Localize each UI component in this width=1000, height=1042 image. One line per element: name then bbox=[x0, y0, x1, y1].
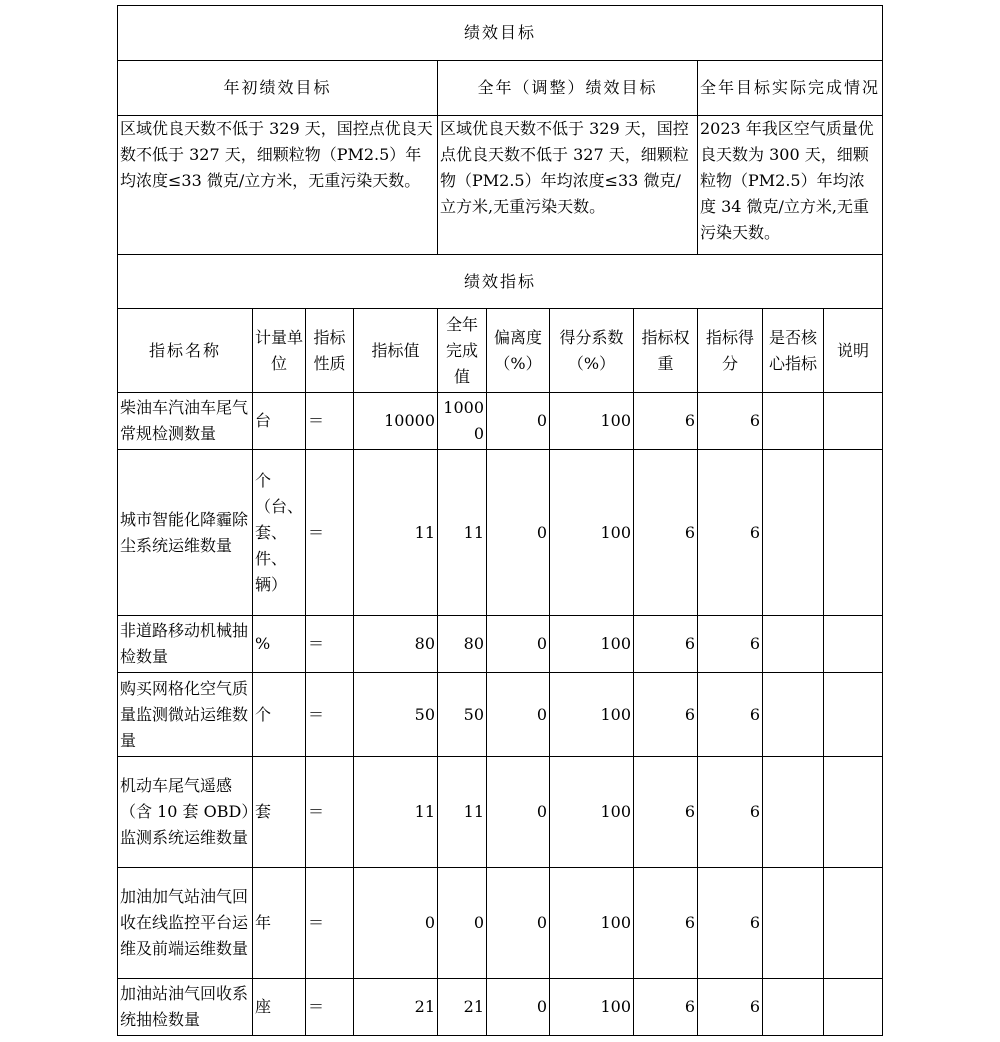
header-score: 指标得分 bbox=[698, 309, 763, 393]
deviation: 0 bbox=[487, 616, 550, 673]
unit: 套 bbox=[253, 757, 306, 868]
target-value: 0 bbox=[354, 868, 438, 979]
score: 6 bbox=[698, 757, 763, 868]
table-row bbox=[118, 450, 883, 616]
score-coef: 100 bbox=[550, 868, 634, 979]
table-row bbox=[118, 868, 883, 979]
target-value: 11 bbox=[354, 450, 438, 616]
nature: ＝ bbox=[306, 673, 354, 757]
note bbox=[824, 393, 883, 450]
weight: 6 bbox=[634, 868, 698, 979]
score: 6 bbox=[698, 979, 763, 1036]
header-is-core: 是否核心指标 bbox=[763, 309, 824, 393]
header-score-coef: 得分系数（%） bbox=[550, 309, 634, 393]
table-row bbox=[118, 979, 883, 1036]
goal-section-title: 绩效目标 bbox=[118, 6, 883, 61]
deviation: 0 bbox=[487, 868, 550, 979]
nature: ＝ bbox=[306, 616, 354, 673]
deviation: 0 bbox=[487, 450, 550, 616]
is-core bbox=[763, 393, 824, 450]
actual-value: 50 bbox=[438, 673, 487, 757]
note bbox=[824, 616, 883, 673]
nature: ＝ bbox=[306, 450, 354, 616]
adjusted-goal-header: 全年（调整）绩效目标 bbox=[438, 61, 698, 116]
weight: 6 bbox=[634, 979, 698, 1036]
score-coef: 100 bbox=[550, 616, 634, 673]
note bbox=[824, 757, 883, 868]
indicator-header-row bbox=[118, 309, 883, 393]
target-value: 50 bbox=[354, 673, 438, 757]
target-value: 21 bbox=[354, 979, 438, 1036]
header-actual-value: 全年完成值 bbox=[438, 309, 487, 393]
header-unit: 计量单位 bbox=[253, 309, 306, 393]
score-coef: 100 bbox=[550, 757, 634, 868]
target-value: 10000 bbox=[354, 393, 438, 450]
actual-goal-header: 全年目标实际完成情况 bbox=[698, 61, 883, 116]
score: 6 bbox=[698, 393, 763, 450]
unit: % bbox=[253, 616, 306, 673]
nature: ＝ bbox=[306, 757, 354, 868]
deviation: 0 bbox=[487, 673, 550, 757]
header-target-value: 指标值 bbox=[354, 309, 438, 393]
target-value: 80 bbox=[354, 616, 438, 673]
indicator-name: 柴油车汽油车尾气常规检测数量 bbox=[118, 393, 253, 450]
actual-value: 80 bbox=[438, 616, 487, 673]
note bbox=[824, 673, 883, 757]
is-core bbox=[763, 673, 824, 757]
unit: 个（台、套、件、辆） bbox=[253, 450, 306, 616]
table-row bbox=[118, 673, 883, 757]
unit: 台 bbox=[253, 393, 306, 450]
weight: 6 bbox=[634, 393, 698, 450]
indicator-name: 加油站油气回收系统抽检数量 bbox=[118, 979, 253, 1036]
table-row bbox=[118, 393, 883, 450]
indicator-section-title: 绩效指标 bbox=[118, 255, 883, 309]
weight: 6 bbox=[634, 757, 698, 868]
is-core bbox=[763, 450, 824, 616]
actual-value: 10000 bbox=[438, 393, 487, 450]
performance-table bbox=[117, 5, 883, 1036]
nature: ＝ bbox=[306, 868, 354, 979]
weight: 6 bbox=[634, 616, 698, 673]
note bbox=[824, 450, 883, 616]
indicator-name: 城市智能化降霾除尘系统运维数量 bbox=[118, 450, 253, 616]
initial-goal-text: 区域优良天数不低于 329 天，国控点优良天数不低于 327 天，细颗粒物（PM2.5）年均浓度≤33 微克/立方米，无重污染天数。 bbox=[118, 116, 438, 255]
is-core bbox=[763, 616, 824, 673]
unit: 年 bbox=[253, 868, 306, 979]
header-note: 说明 bbox=[824, 309, 883, 393]
indicator-name: 加油加气站油气回收在线监控平台运维及前端运维数量 bbox=[118, 868, 253, 979]
actual-value: 0 bbox=[438, 868, 487, 979]
header-weight: 指标权重 bbox=[634, 309, 698, 393]
header-nature: 指标性质 bbox=[306, 309, 354, 393]
score-coef: 100 bbox=[550, 979, 634, 1036]
unit: 个 bbox=[253, 673, 306, 757]
actual-value: 11 bbox=[438, 757, 487, 868]
initial-goal-header: 年初绩效目标 bbox=[118, 61, 438, 116]
deviation: 0 bbox=[487, 757, 550, 868]
score: 6 bbox=[698, 868, 763, 979]
target-value: 11 bbox=[354, 757, 438, 868]
score-coef: 100 bbox=[550, 673, 634, 757]
table-row bbox=[118, 757, 883, 868]
actual-goal-text: 2023 年我区空气质量优良天数为 300 天，细颗粒物（PM2.5）年均浓度 34 微克/立方米,无重污染天数。 bbox=[698, 116, 883, 255]
deviation: 0 bbox=[487, 393, 550, 450]
is-core bbox=[763, 979, 824, 1036]
actual-value: 21 bbox=[438, 979, 487, 1036]
is-core bbox=[763, 868, 824, 979]
score: 6 bbox=[698, 450, 763, 616]
score: 6 bbox=[698, 673, 763, 757]
indicator-name: 购买网格化空气质量监测微站运维数量 bbox=[118, 673, 253, 757]
nature: ＝ bbox=[306, 979, 354, 1036]
indicator-name: 非道路移动机械抽检数量 bbox=[118, 616, 253, 673]
header-indicator-name: 指标名称 bbox=[118, 309, 253, 393]
score-coef: 100 bbox=[550, 450, 634, 616]
weight: 6 bbox=[634, 450, 698, 616]
note bbox=[824, 868, 883, 979]
nature: ＝ bbox=[306, 393, 354, 450]
unit: 座 bbox=[253, 979, 306, 1036]
score: 6 bbox=[698, 616, 763, 673]
weight: 6 bbox=[634, 673, 698, 757]
table-row bbox=[118, 616, 883, 673]
performance-document bbox=[117, 5, 883, 1036]
indicator-name: 机动车尾气遥感（含 10 套 OBD）监测系统运维数量 bbox=[118, 757, 253, 868]
score-coef: 100 bbox=[550, 393, 634, 450]
is-core bbox=[763, 757, 824, 868]
header-deviation: 偏离度（%） bbox=[487, 309, 550, 393]
actual-value: 11 bbox=[438, 450, 487, 616]
note bbox=[824, 979, 883, 1036]
adjusted-goal-text: 区域优良天数不低于 329 天，国控点优良天数不低于 327 天，细颗粒物（PM2.5）年均浓度≤33 微克/立方米,无重污染天数。 bbox=[438, 116, 698, 255]
deviation: 0 bbox=[487, 979, 550, 1036]
